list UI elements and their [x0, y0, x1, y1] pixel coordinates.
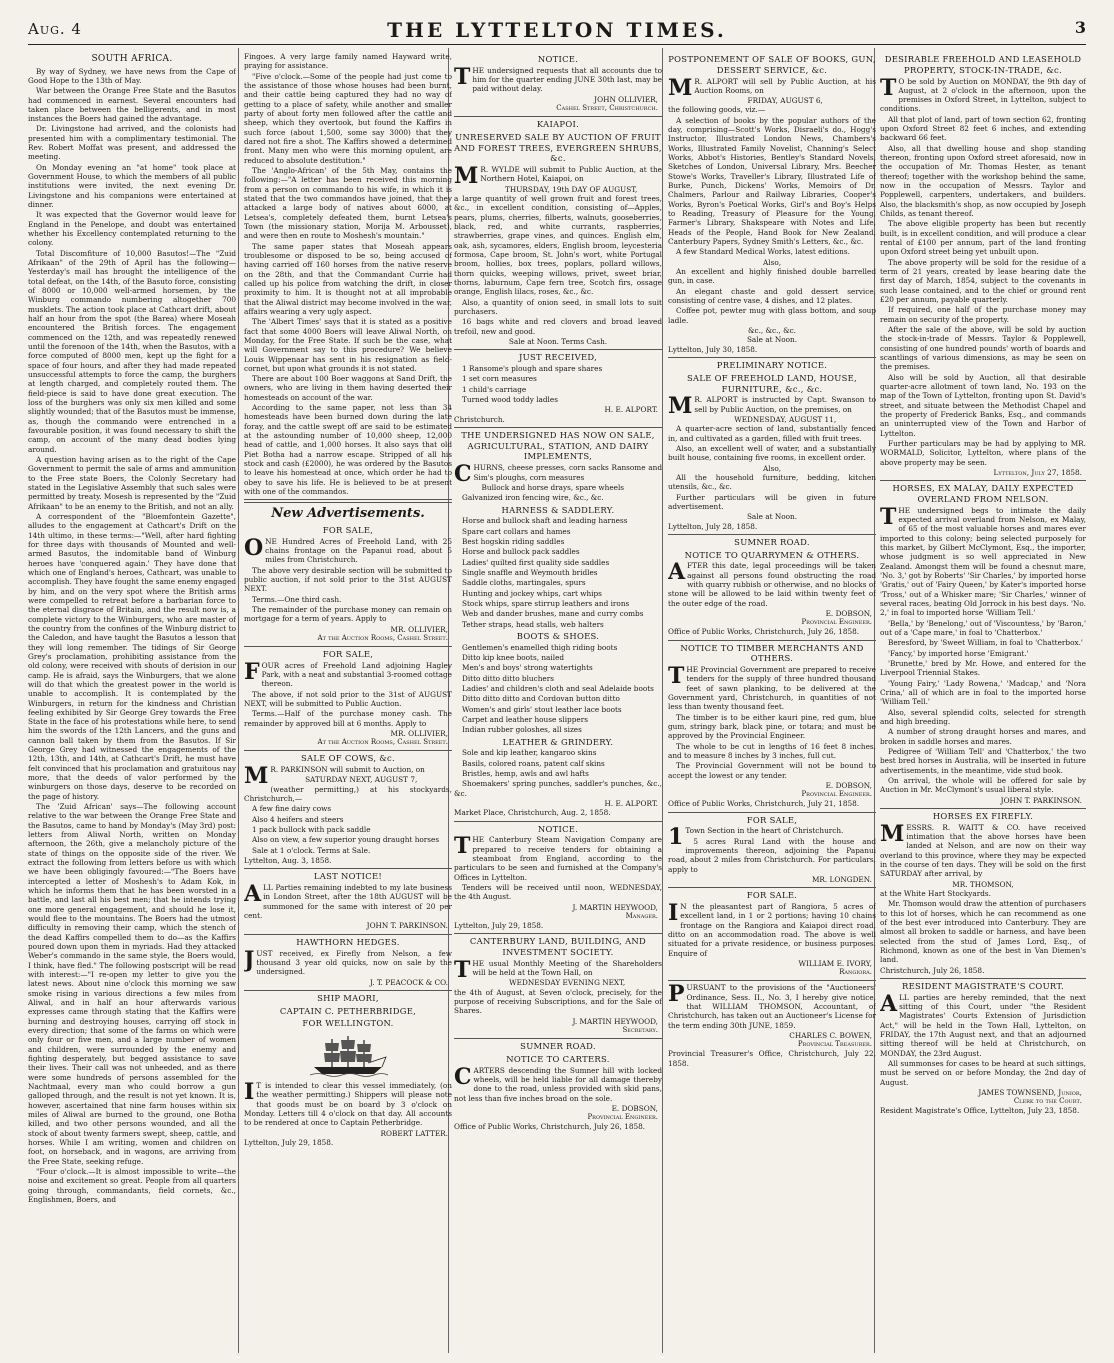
- ad-body: After the sale of the above, will be sold by auction the stock-in-trade of Messrs. Taylor & Popplewell, consisting of one hundred pounds' worth of boards and scantlings of various dimensions, as may be seen on the premises.: [880, 325, 1086, 372]
- ad-body: 'Fancy,' by imported horse 'Emigrant.': [888, 648, 1029, 658]
- ad-title: Provincial Engineer.: [801, 790, 872, 799]
- list-item: Galvanized iron fencing wire, &c., &c.: [462, 493, 604, 503]
- ad-body: T O be sold by Auction on MONDAY, the 9th day of August, at 2 o'clock in the afternoon, upon the premises in Oxford Street, in Lyttelton, subject to conditions.: [880, 74, 1086, 114]
- divider: [244, 934, 452, 935]
- ad-body: The Provincial Government will not be bound to accept the lowest or any tender.: [668, 761, 876, 780]
- divider: [454, 427, 662, 428]
- list-item: Ditto ditto ditto and Cordovan button ditto: [462, 694, 620, 704]
- ad-body: All summonses for cases to be heard at such sittings, must be served on or before Monday, the 2nd day of August.: [880, 1059, 1086, 1087]
- ad-signature: J. MARTIN HEYWOOD,: [572, 902, 658, 912]
- ad-signature: MR. OLLIVIER,: [390, 624, 448, 634]
- ad-body: M R. PARKINSON will submit to Auction, on: [244, 763, 425, 790]
- ad-subheading: BOOTS & SHOES.: [516, 630, 600, 641]
- ad-heading: KAIAPOI.: [536, 119, 580, 130]
- ad-heading: HAWTHORN HEDGES.: [296, 936, 400, 947]
- divider: [668, 980, 876, 981]
- ad-body: I N the pleasantest part of Rangiora, 5 acres of excellent land, in 1 or 2 portions; having 10 chains frontage on the Rangiora and Kaiapoi direct road, ditto on an accommodation road. The above is well situated for a private residence, or business purposes. Enquire of: [668, 900, 876, 958]
- article-paragraph: A question having arisen as to the right of the Cape Government to permit the sale of arms and ammunition to the Free state Boers, the Colonly Secretary had stated in the Legislative Assembly that such sales were permitted by treaty. Mosesh is represented by the "Zuid Afrikaan" to be an enemy to the British, and not an ally.: [28, 454, 236, 511]
- ad-title: Provincial Engineer.: [587, 1113, 658, 1122]
- ad-body: JUST received, ex Firefly from Nelson, a few thousand 3 year old quicks, now on sale by the undersigned.: [244, 946, 452, 977]
- ad-signature: CHARLES C. BOWEN,: [789, 1031, 872, 1041]
- list-item: 1 Ransome's plough and spare shares: [462, 364, 603, 373]
- ad-address: Cashel Street, Christchurch.: [556, 104, 658, 113]
- ad-body: AFTER this date, legal proceedings will be taken against all persons found obstructing the road with quarry rubbish or otherwise, and no blocks of stone will be allowed to be laid within twenty feet of the outer edge of the road.: [668, 559, 876, 608]
- ad-body: A quarter-acre section of land, substantially fenced in, and cultivated as a garden, filled with fruit trees.: [668, 424, 876, 443]
- divider: [668, 812, 876, 813]
- ad-body: THE undersigned requests that all accounts due to him for the quarter ending JUNE 30th last, may be paid without delay.: [454, 63, 662, 94]
- list-item: 1 set corn measures: [462, 374, 537, 384]
- drop-cap: T: [880, 503, 897, 530]
- ad-body: If required, one half of the purchase money may remain on security of the property.: [880, 305, 1086, 324]
- divider: [454, 116, 662, 117]
- ad-signature: MR. LONGDEN.: [811, 875, 872, 885]
- ad-subheading: NOTICE TO CARTERS.: [506, 1053, 610, 1064]
- ad-date: Lyttelton, July 30, 1858.: [668, 344, 758, 354]
- ad-body: ONE Hundred Acres of Freehold Land, with 25 chains frontage on the Papanui road, about 5 miles from Christchurch.: [244, 534, 452, 565]
- divider: [244, 750, 452, 751]
- ad-date: Resident Magistrate's Office, Lyttelton, July 23, 1858.: [880, 1106, 1080, 1116]
- ad-body: 16 bags white and red clovers and broad leaved trefoil, new and good.: [454, 317, 662, 336]
- ad-body: a large quantity of well grown fruit and forest trees, &c., in excellent condition, consisting of—Apples, pears, plums, cherries, filberts, walnuts, gooseberries, black, red, and white currants, raspberries, strawberries, grape vines, and quinces. English elm, oak, ash, sycamores, elders, English broom, leycesteria formosa, Cape broom, St. John's wort, white Portugal broom, hollies, box trees, poplars, pollard willows, thorn quicks, weeping willows, privet, sweet briar, thorns, laburnum, Cape fern tree, Scotch firs, ossage orange, English lilacs, roses, &c., &c.: [454, 194, 662, 297]
- ad-body: 1 Town Section in the heart of Christchurch.: [668, 824, 844, 851]
- ad-heading: NOTICE.: [537, 54, 579, 64]
- ad-signature: JOHN T. PARKINSON.: [1000, 795, 1082, 805]
- ad-heading: DESIRABLE FREEHOLD AND LEASEHOLD PROPERTY, STOCK-IN-TRADE, &c.: [884, 54, 1082, 75]
- ad-date: Christchurch, July 26, 1858.: [880, 965, 985, 975]
- column-rule: [238, 48, 239, 1353]
- list-item: Bullock and horse drays, spare wheels: [481, 482, 625, 492]
- divider: [244, 499, 452, 503]
- ad-body: Terms.—One third cash.: [252, 594, 342, 604]
- drop-cap: M: [244, 763, 269, 790]
- ad-body: Also, all that dwelling house and shop standing thereon, fronting upon Oxford street aforesaid, now in the occupation of Mr. Thomas Hester, as tenant thereof; together with the workshop behind the same, now in the occupation of Messrs. Taylor and Popplewell, carpenters, undertakers, and builders. Also, the blacksmith's shop, as now occupied by Joseph Childs, as tenant thereof.: [880, 143, 1086, 219]
- list-item: Turned wood toddy ladles: [462, 394, 558, 404]
- column-4: [668, 52, 876, 1353]
- ad-subheading: LEATHER & GRINDERY.: [502, 736, 614, 747]
- ad-heading: SALE OF COWS, &c.: [300, 753, 395, 764]
- article-paragraph: "Five o'clock.—Some of the people had just come to the assistance of those whose houses had been burnt, and their cattle being captured they had no way of getting to a place of safety, while another and smaller party of about forty men followed after the cattle and sheep, which they overtook, but found the Kaffirs in such force (about 1,500, some say 3000) that they dared not fire a shot. The Kaffirs showed a determined front. Many men who were this morning opulent, are reduced to absolute destitution.": [244, 71, 452, 165]
- ad-body: The above very desirable section will be submitted to public auction, if not sold prior to the 31st AUGUST NEXT.: [244, 565, 452, 594]
- ad-body: Further particulars may be had by applying to MR. WORMALD, Solicitor, Lyttelton, where plans of the above property may be seen.: [880, 438, 1086, 467]
- ad-signature: MR. THOMSON,: [952, 879, 1014, 889]
- ad-body: Also will be sold by Auction, all that desirable quarter-acre allotment of town land, No. 193 on the map of the Town of Lyttelton, fronting upon St. David's street, and situate between the Methodist Chapel and the property of Frederick Banks, Esq., and commands an uninterrupted view of the Town and Harbor of Lyttelton.: [880, 372, 1086, 438]
- ad-body: Also, several splendid colts, selected for strength and high breeding.: [880, 707, 1086, 726]
- ad-date: Office of Public Works, Christchurch, July 26, 1858.: [668, 627, 860, 637]
- divider: [880, 978, 1086, 979]
- ad-body: M R. WYLDE will submit to Public Auction, at the Northern Hotel, Kaiapoi, on: [454, 163, 662, 190]
- list-item: Web and dander brushes, mane and curry combs: [462, 609, 644, 619]
- ad-signature: JOHN OLLIVIER,: [594, 94, 658, 104]
- divider: [880, 480, 1086, 481]
- ad-heading: SUMNER ROAD.: [734, 536, 810, 547]
- divider: [244, 646, 452, 647]
- list-item: Ditto kip knee boots, nailed: [462, 652, 565, 662]
- ad-signature: J. MARTIN HEYWOOD,: [572, 1016, 658, 1026]
- ad-date: Lyttelton, July 27, 1858.: [993, 467, 1082, 477]
- issue-date: Aug. 4: [28, 20, 82, 38]
- ad-etc: &c., &c., &c.: [748, 326, 796, 336]
- article-paragraph: A correspondent of the "Bloemfontein Gazette", alludes to the engagement at Cathcart's Drift on the 14th ultimo, in these terms:—"Well, after hard fighting for three days with thousands of Mounted and well-armed Basutos, the indomitable band of Winburg heroes have 'conquered again.' They have done that which one of England's heroes, Cathcart, was unable to accomplish. They have fought the same enemy engaged by him, and on the very spot where the British arms were compelled to retreat before a barbarian force to the eternal disgrace of Britain, and the result now is, a complete victory to the Winburgers, who are master of the country from the confines of the Winburg district to the Caledon, and have taught the Basutos a lesson that they will long remember. The tidings of Sir George Grey's proclamation, prohibiting assistance from the old colony, were received with shouts of derision in our camp. He is afraid, says the Winburgers, that we alone will do that which the greatest power in the world is unable to accomplish. It is contemplated by the Winburgers, in return for the kindness and Christian feeling exhibited by Sir George Grey towards the Free State in the face of his protestations while here, to send him the swords of the 12th Lancers, and the guns and cannon ball taken by them from the Basutos. If Sir George Grey had witnessed the engagements of the 12th, 13th, and 14th, at Cathcart's Drift, he must have felt convinced that his proclamation and gratuitous nay more, that the deeds of valor performed by the winburgers on those days, deserve to be recorded on the page of history.: [28, 511, 236, 801]
- ad-body: Mr. Thomson would draw the attention of purchasers to this lot of horses, which he can recommend as one of the best ever introduced into Canterbury. They are almost all broken to saddle or harness, and have been selected from the stud of James Lord, Esq., of Richmond, known as one of the best in Van Diemen's land.: [880, 899, 1086, 965]
- ad-heading: FOR SALE,: [322, 649, 374, 660]
- ad-date: Lyttelton, July 29, 1858.: [454, 920, 544, 930]
- ad-date: Lyttelton, Aug. 3, 1858.: [244, 856, 332, 866]
- list-item: Ladies' quilted first quality side saddles: [462, 557, 610, 567]
- ad-body: PURSUANT to the provisions of the "Auctioneers' Ordinance, Sess. II., No. 3, I hereby give notice, that WILLIAM THOMSON, Accountant, of Christchurch, has taken out an Auctioneer's License for the term ending 30th JUNE, 1859.: [668, 981, 876, 1030]
- list-item: Carpet and leather house slippers: [462, 714, 588, 724]
- ad-body: 'Young Fairy,' 'Lady Rowena,' 'Madcap,' and 'Nora Crina,' all of which are in foal to the imported horse 'William Tell.': [880, 678, 1086, 707]
- drop-cap: M: [454, 163, 479, 190]
- list-item: Basils, colored roans, patent calf skins: [462, 758, 605, 768]
- ad-address: Christchurch.: [454, 414, 505, 424]
- ad-heading: NOTICE.: [537, 823, 579, 834]
- ad-date: Lyttelton, July 28, 1858.: [668, 521, 758, 531]
- divider: [454, 933, 662, 934]
- ad-body: Beresford, by 'Sweet William, in foal to 'Chatterbox.': [888, 638, 1083, 648]
- ad-body: Terms.—Half of the purchase money cash. The remainder by approved bill at 6 months. Apply to: [244, 709, 452, 728]
- ad-subheading: UNRESERVED SALE BY AUCTION OF FRUIT AND FOREST TREES, EVERGREEN SHRUBS, &c.: [454, 131, 662, 164]
- article-paragraph: Total Discomfiture of 10,000 Basutos!—The "Zuid Afrikaan" of the 29th of April has the following—Yesterday's mail has brought the intelligence of the total defeat, on the 14th, of the Basuto force, consisting of 8000 or 10,000 well-armed horsemen, by the Winburg commando numbering altogether 700 musklets. The action took place at Cathcart drift, about half an hour from the spot (the Barea) where Moseah encountered the British forces. The engagement commenced on the 12th, and was repeatedly renewed until the forenoon of the 14th, when the Basutos, with a force computed of 8000 men, kept up the fight for a space of four hours, and after they had made repeated unsuccessful attempts to force the camp, the burghers at length charged, and completely routed them. The field-piece is said to have done great execution. The loss of the burghers was only six men killed and some slightly wounded; that of the Basutos must be immense, as, though the commando were entrenched in a favourable position, it was found necessary to shift the camp, on account of the many dead bodies lying around.: [28, 248, 236, 454]
- ad-address: at the White Hart Stockyards.: [880, 889, 991, 898]
- article-paragraph: Fingoes. A very large family named Hayward write, praying for assistance.: [244, 52, 452, 71]
- divider: [454, 821, 662, 822]
- list-item: Sole and kip leather, kangaroo skins: [462, 748, 597, 758]
- ad-heading: LAST NOTICE!: [313, 871, 383, 882]
- list-item: Indian rubber goloshes, all sizes: [462, 725, 582, 735]
- list-item: Sale at 1 o'clock. Terms at Sale.: [252, 845, 371, 855]
- ad-also: Also,: [762, 463, 782, 473]
- ad-body: On arrival, the whole will be offered for sale by Auction in Mr. McClymont's usual liberal style.: [880, 775, 1086, 795]
- column-5: [880, 52, 1086, 1353]
- ad-title: Clerk to the Court.: [1013, 1097, 1082, 1106]
- drop-cap: 1: [668, 824, 684, 851]
- ad-title: Provincial Treasurer.: [797, 1040, 872, 1049]
- article-paragraph: According to the same paper, not less than 34 homesteads have been burned down during the late foray, and the cattle swept off are said to be estimated at the astounding number of 10,000 sheep, 12,000 head of cattle, and 1,000 horses. It also says that old Piet Botha had a narrow escape. Stripped of all his stock and cash (£2000), he was ordered by the Basutos to leave his homestead at once, which order he had to obey to save his life. He is believed to be at present with one of the commandos.: [244, 403, 452, 497]
- ad-signature: JOHN T. PARKINSON.: [366, 921, 448, 931]
- drop-cap: A: [244, 881, 262, 908]
- ad-signature: E. DOBSON,: [611, 1103, 658, 1113]
- ad-body: Tenders will be received until noon, WEDNESDAY, the 4th August.: [454, 883, 662, 902]
- drop-cap: M: [880, 820, 905, 847]
- ad-body: 5 acres Rural Land with the house and improvements thereon, adjoining the Papanui road, about 2 miles from Christchurch. For particulars, apply to: [668, 836, 876, 874]
- ad-signature: J. T. PEACOCK & CO.: [369, 977, 448, 987]
- divider: [668, 640, 876, 641]
- ad-subheading: HARNESS & SADDLERY.: [501, 504, 615, 515]
- list-item: A few fine dairy cows: [252, 804, 332, 814]
- ad-signature: JAMES TOWNSEND, Junior,: [978, 1087, 1082, 1097]
- list-item: Spare cart collars and hames: [462, 526, 571, 536]
- ad-date: Office of Public Works, Christchurch, July 26, 1858.: [454, 1122, 646, 1132]
- ad-body: The remainder of the purchase money can remain on mortgage for a term of years. Apply to: [244, 605, 452, 624]
- ad-signature: MR. OLLIVIER,: [390, 729, 448, 739]
- ad-subheading: SALE OF FREEHOLD LAND, HOUSE, FURNITURE, &c., &c.: [686, 372, 858, 394]
- section-heading-new-advertisements: New Advertisements.: [271, 506, 425, 522]
- ad-body: Further particulars will be given in future advertisement.: [668, 492, 876, 511]
- masthead: [28, 14, 1086, 45]
- ad-address: Rangiora.: [839, 968, 872, 977]
- divider: [454, 349, 662, 350]
- ad-subheading: CAPTAIN C. PETHERBRIDGE,: [279, 1005, 417, 1016]
- ad-terms: Sale at Noon.: [746, 335, 798, 345]
- list-item: 1 child's carriage: [462, 384, 527, 394]
- ad-body: THE Provincial Government are prepared to receive tenders for the supply of three hundred thousand feet of sawn planking, to be delivered at the Government yard, Christchurch, in quantities of not less than twenty thousand feet.: [668, 663, 876, 712]
- ad-body: M R. ALPORT will sell by Public Auction, at his Auction Rooms, on: [668, 74, 876, 101]
- ad-signature: ROBERT LATTER.: [380, 1128, 448, 1138]
- ad-body: The whole to be cut in lengths of 16 feet 8 inches, and to measure 8 inches by 3 inches, full cut.: [668, 741, 876, 761]
- ad-body: A few Standard Medical Works, latest editions.: [676, 247, 850, 257]
- ad-heading: NOTICE TO TIMBER MERCHANTS AND OTHERS.: [680, 642, 864, 664]
- ad-heading: CANTERBURY LAND, BUILDING, AND INVESTMENT SOCIETY.: [469, 936, 647, 958]
- drop-cap: M: [668, 393, 693, 420]
- drop-cap: T: [668, 663, 685, 690]
- list-item: Women's and girls' stout leather lace boots: [462, 704, 622, 714]
- list-item: Tether straps, head stalls, web halters: [462, 619, 604, 629]
- ad-title: Secretary.: [622, 1026, 658, 1035]
- ad-body: All the household furniture, bedding, kitchen utensils, &c., &c.: [668, 472, 876, 492]
- article-paragraph: The same paper states that Moseah appears troublesome or disposed to be so, being accused of having carried off 160 horses from the native reserve on the 28th, and that the Commandant Currie had called up his police from watching the drift, in closer proximity to him. It is thought not at all improbable that the Aliwal district may become involved in the war, affairs wearing a very ugly aspect.: [244, 241, 452, 316]
- ad-body: An elegant chaste and gold dessert service, consisting of centre vase, 4 dishes, and 12 plates.: [668, 286, 876, 306]
- column-2: [244, 52, 452, 1353]
- ad-date: Lyttelton, July 29, 1858.: [244, 1138, 334, 1148]
- ad-date: SATURDAY NEXT, AUGUST 7,: [305, 775, 418, 785]
- ad-date: FRIDAY, AUGUST 6,: [747, 96, 823, 106]
- ad-address: At the Auction Rooms, Cashel Street.: [317, 634, 448, 643]
- drop-cap: T: [454, 833, 471, 860]
- ad-body: MESSRS. R. WAITT & CO. have received intimation that the above horses have been landed at Nelson, and are now on their way overland to this province, where they may be expected in the course of ten days. They will be sold on the first SATURDAY after arrival, by: [880, 820, 1086, 879]
- drop-cap: T: [454, 956, 471, 983]
- divider: [668, 357, 876, 358]
- divider: [880, 808, 1086, 809]
- list-item: Men's and boys' strong watertights: [462, 663, 593, 673]
- ad-date: WEDNESDAY, AUGUST 11,: [734, 414, 837, 424]
- ad-date: THURSDAY, 19th DAY OF AUGUST,: [505, 184, 638, 194]
- list-item: Shoemakers' spring punches, saddler's punches, &c., &c.: [454, 779, 662, 798]
- column-rule: [662, 48, 663, 1353]
- divider: [668, 534, 876, 535]
- article-paragraph: "Four o'clock.—It is almost impossible to write—the noise and excitement so great. People from all quarters going through, commandants, field cornets, &c., Englishmen, Boers, and: [28, 1166, 236, 1204]
- ad-subheading: FOR WELLINGTON.: [302, 1018, 394, 1029]
- ad-body: THE usual Monthly Meeting of the Shareholders will be held at the Town Hall, on: [454, 956, 662, 983]
- ad-body: The above, if not sold prior to the 31st of AUGUST NEXT, will be submitted to Public Auction.: [244, 689, 452, 709]
- list-item: Ladies' and children's cloth and seal Adelaide boots: [462, 683, 654, 693]
- ad-body: M R. ALPORT is instructed by Capt. Swanson to sell by Public Auction, on the premises, on: [668, 393, 876, 420]
- list-item: Hunting and jockey whips, cart whips: [462, 588, 602, 598]
- drop-cap: P: [668, 981, 685, 1008]
- ad-body: 'Brunette,' bred by Mr. Howe, and entered for the Liverpool Triennial Stakes.: [880, 659, 1086, 678]
- drop-cap: C: [454, 1063, 472, 1090]
- ad-body: An excellent and highly finished double barrelled gun, in case.: [668, 267, 876, 286]
- ad-body: A selection of books by the popular authors of the day, comprising—Scott's Works, Disraeli's do., Hogg's Instructor, Illustrated London News, Chambers's Works, Illustrated Family Novelist, Channing's Select Works, Abbot's Histories, Bentley's Standard Novels, Sketches of London, Universal Library, Mrs. Beecher Stowe's Works, Traveller's Library, Illustrated Life of Burke, Punch, Dickens' Works, Memoirs of Dr. Chalmers, Parlour and Railway Libraries, Cooper's Works, Byron's Poetical Works, Girl's and Boy's Helps to Reading, Treasury of Pleasure for the Young, Farmer's Library, Shakspeare with Notes and Life, Heads of the People, Hand Book for New Zealand, Canterbury Papers, Sydney Smith's Letters, &c., &c.: [668, 115, 876, 247]
- ad-title: Provincial Engineer.: [801, 618, 872, 627]
- ad-heading: THE UNDERSIGNED HAS NOW ON SALE, AGRICULTURAL, STATION, AND DAIRY IMPLEMENTS,: [461, 429, 655, 462]
- drop-cap: I: [668, 900, 679, 927]
- ad-terms: Sale at Noon.: [746, 512, 798, 522]
- list-item: Also 4 heifers and steers: [252, 814, 344, 824]
- drop-cap: J: [244, 946, 255, 973]
- divider: [454, 1038, 662, 1039]
- article-heading: SOUTH AFRICA.: [91, 54, 173, 64]
- ad-body: CHURNS, cheese presses, corn sacks Ransome and Sim's ploughs, corn measures: [454, 461, 662, 488]
- ad-body: THE Canterbury Steam Navigation Company are prepared to receive tenders for obtaining a steamboat from England, according to the particulars to be seen and furnished at the Company's Offices in Lyttelton.: [454, 833, 662, 882]
- list-item: Single snaffle and Weymouth bridles: [462, 567, 598, 577]
- ad-body: the 4th of August, at Seven o'clock, precisely, for the purpose of receiving Subscriptions, and for the Sale of Shares.: [454, 987, 662, 1016]
- ad-signature: H. E. ALPORT.: [604, 798, 658, 808]
- list-item: Saddle cloths, martingales, spurs: [462, 578, 586, 588]
- drop-cap: I: [244, 1079, 255, 1106]
- list-item: 1 pack bullock with pack saddle: [252, 825, 371, 835]
- ad-signature: E. DOBSON,: [825, 609, 872, 618]
- ad-heading: FOR SALE,: [746, 814, 798, 825]
- list-item: Horse and bullock pack saddles: [462, 547, 580, 557]
- ad-heading: PRELIMINARY NOTICE.: [716, 360, 828, 371]
- ad-body: (weather permitting,) at his stockyards, Christchurch,—: [244, 784, 452, 804]
- ad-heading: JUST RECEIVED,: [518, 352, 598, 363]
- article-paragraph: There are about 100 Boer waggons at Sand Drift, the owners, who are living in them having deserted their homesteads on account of the war.: [244, 374, 452, 402]
- ad-signature: H. E. ALPORT.: [604, 405, 658, 415]
- ad-body: Coffee pot, pewter mug with glass bottom, and soup ladle.: [668, 306, 876, 325]
- drop-cap: A: [880, 990, 898, 1017]
- ad-terms: Sale at Noon. Terms Cash.: [508, 336, 608, 346]
- list-item: Best hogskin riding saddles: [462, 536, 565, 546]
- ad-body: A number of strong draught horses and mares, and broken in saddle horses and mares.: [880, 727, 1086, 746]
- ad-heading: FOR SALE.: [746, 890, 798, 901]
- ad-body: The above eligible property has been but recently built, is in excellent condition, and will produce a clear rental of £100 per annum, part of the land fronting upon Oxford street being yet unbuilt upon.: [880, 219, 1086, 257]
- ad-body: 'Bella,' by 'Benelong,' out of 'Viscountess,' by 'Baron,' out of a 'Cape mare,' in foal to 'Chatterbox.': [880, 618, 1086, 638]
- article-paragraph: The 'Albert Times' says that it is stated as a positive fact that some 4000 Boers will leave Aliwal North, on Monday, for the Free State. If such be the case, what will Government say to this procedure? We believe Louis Wippenaar has sent in his resignation as field-cornet, but upon what grounds it is not stated.: [244, 317, 452, 373]
- ad-heading: POSTPONEMENT OF SALE OF BOOKS, GUN, DESSERT SERVICE, &c.: [668, 54, 876, 75]
- article-paragraph: On Monday evening an "at home" took place at Government House, to which the members of all public institutions were invited, the next evening Dr. Livingstone and his companions were entertained at dinner.: [28, 162, 236, 210]
- ad-subheading: NOTICE TO QUARRYMEN & OTHERS.: [684, 549, 860, 560]
- ad-heading: SHIP MAORI,: [317, 992, 379, 1003]
- ad-body: FOUR acres of Freehold Land adjoining Hagley Park, with a neat and substantial 3-roomed cottage thereon.: [244, 658, 452, 689]
- divider: [244, 990, 452, 991]
- ad-date: Provincial Treasurer's Office, Christchurch, July 22, 1858.: [668, 1049, 876, 1068]
- divider: [668, 887, 876, 888]
- ad-address: At the Auction Rooms, Cashel Street.: [317, 738, 448, 747]
- ad-body: The timber is to be either kauri pine, red gum, blue gum, stringy bark, black pine, or totara; and must be approved by the Provincial Engineer.: [668, 712, 876, 741]
- divider: [244, 868, 452, 869]
- ad-date: Office of Public Works, Christchurch, July 21, 1858.: [668, 799, 860, 809]
- ad-date: Market Place, Christchurch, Aug. 2, 1858.: [454, 808, 611, 818]
- drop-cap: O: [244, 534, 264, 561]
- ad-body: the following goods, viz.—: [668, 105, 766, 115]
- drop-cap: F: [244, 658, 260, 685]
- ad-body: Pedigree of 'William Tell' and 'Chatterbox,' the two best bred horses in Australia, will be inserted in future advertisements, in the meantime, vide stud book.: [880, 746, 1086, 775]
- article-paragraph: Dr. Livingstone had arrived, and the colonists had presented him with a complimentary testimonial. The Rev. Robert Moffat was present, and addressed the meeting.: [28, 124, 236, 162]
- ad-heading: HORSES EX FIREFLY.: [932, 810, 1034, 821]
- ad-body: Also, a quantity of onion seed, in small lots to suit purchasers.: [454, 297, 662, 316]
- ad-body: ALL parties are hereby reminded, that the next sitting of this Court, under "the Resident Magistrates' Courts Extension of Jurisdiction Act," will be held in the Town Hall, Lyttelton, on FRIDAY, the 17th August next, and that an adjourned sitting thereof will be held at Christchurch, on MONDAY, the 23rd August.: [880, 990, 1086, 1058]
- ad-heading: HORSES, EX MALAY, DAILY EXPECTED OVERLAND FROM NELSON.: [892, 483, 1074, 505]
- column-1: [28, 52, 236, 1353]
- list-item: Ditto ditto ditto bluchers: [462, 673, 554, 683]
- ad-body: THE undersigned begs to intimate the daily expected arrival overland from Nelson, ex Malay, of 65 of the most valuable horses and mares ever imported to this colony; being selected purposely for this market, by Gilbert McClymont, Esq., the importer, whose judgment is so well appreciated in New Zealand. Amongst them will be found a chesnut mare, 'No. 3,' got by Roberts' 'Sir Charles,' by imported horse 'Gratis,' out of 'Fairy Queen,' by Kater's imported horse 'Tross,' out of a Whisker mare; 'Sir Charles,' winner of several races, beating Old Jorrock in his best days. 'No. 2,' in foal to imported horse 'William Tell.': [880, 503, 1086, 618]
- ad-heading: FOR SALE,: [322, 525, 374, 536]
- ad-body: All that plot of land, part of town section 62, fronting upon Oxford Street 82 feet 6 inches, and extending backward 66 feet.: [880, 114, 1086, 143]
- article-paragraph: By way of Sydney, we have news from the Cape of Good Hope to the 13th of May.: [28, 66, 236, 85]
- ad-title: Manager.: [625, 912, 658, 921]
- drop-cap: C: [454, 461, 472, 488]
- sailing-ship-icon: [308, 1033, 388, 1077]
- ad-body: The above property will be sold for the residue of a term of 21 years, created by lease bearing date the first day of March, 1854, subject to the covenants in such lease contained, and to the chief or ground rent £20 per annum, payable quarterly.: [880, 257, 1086, 305]
- ad-body: I T is intended to clear this vessel immediately, (on the weather permitting.) Shippers will please note that goods must be on board by 3 o'clock on Monday. Letters till 4 o'clock on that day. All accounts to be rendered at once to Captain Petherbridge.: [244, 1079, 452, 1128]
- ad-body: CARTERS descending the Sumner hill with locked wheels, will be held liable for all damage thereby done to the road, unless provided with skid pans, not less than five inches broad on the sole.: [454, 1063, 662, 1103]
- list-item: Gentlemen's enamelled thigh riding boots: [462, 642, 618, 652]
- ad-date: WEDNESDAY EVENING NEXT,: [509, 978, 626, 988]
- ad-body: Also, an excellent well of water, and a substantially built house, containing five rooms, in excellent order.: [668, 443, 876, 463]
- ad-signature: E. DOBSON,: [825, 781, 872, 791]
- list-item: Horse and bullock shaft and leading harness: [462, 516, 628, 526]
- ad-body: ALL Parties remaining indebted to my late business in London Street, after the 18th AUGUST will be summoned for the same with interest of 20 per cent.: [244, 881, 452, 921]
- ad-signature: WILLIAM E. IVORY,: [798, 959, 872, 969]
- list-item: Also on view, a few superior young draught horses: [252, 835, 440, 845]
- drop-cap: A: [668, 559, 686, 586]
- column-3: [454, 52, 662, 1353]
- ad-also: Also,: [762, 257, 782, 267]
- article-paragraph: It was expected that the Governor would leave for England in the Penelope, and doubt was entertained whether his Excellency contemplated returning to the colony.: [28, 210, 236, 248]
- list-item: Stock whips, spare stirrup leathers and irons: [462, 598, 630, 608]
- drop-cap: T: [454, 63, 471, 90]
- list-item: Bristles, hemp, awls and awl hafts: [462, 769, 589, 778]
- drop-cap: T: [880, 74, 897, 101]
- ad-heading: RESIDENT MAGISTRATE'S COURT.: [901, 980, 1065, 991]
- article-paragraph: The 'Zuid African' says—The following account relative to the war between the Orange Free State and the Basutos, came to hand by Monday's (May 3rd) post: letters from Aliwal North, written on Monday afternoon, the 26th, give a melancholy picture of the state of things on the opposite side of the river. We extract the following from letters before us with which we have been obligingly favoured:—"The Boers have intercepted a letter of Moshesh's to Adam Kok, in which he informs them that he has been worsted in a battle, and last all his best men; that he intends trying one more general engagement, and should he lose it, would flee to the mountains. The Boers had the utmost difficulty in removing their camp, which the stench of the dead Kaffirs compelled them to do—as the Kaffirs poured down upon them in myriads. Had they attacked Weber's commando in the same style, the Boers would, I think, have fled." The following postscript will be read with interest:—"I re-open my letter to give you the latest news. About nine o'clock this morning we saw smoke rising in various directions a few miles from Aliwal, and in half an hour afterwards various expresses came through stating that the Kaffirs were burning and destroying houses, carrying off stock in every direction; that some of the farms on which were only four or five men, and a large number of women and children, were surrounded by the enemy and fighting desperately, but begged assistance to save their lives. Their call was not unheeded, and as there were some hundreds of persons assembled for the Nachtmaal, every man who could borrow a gun galloped through, and the result is not yet known. It is, however, ascertained that nine farm houses within six miles of Aliwal are burned to the ground, one Botha killed, and two other persons wounded, and all the stock of about twenty farmers swept, sheep, cattle, and horses. While I am writing, women and children on foot, on horseback, and in wagons, are arriving from the Free State, seeking refuge.: [28, 802, 236, 1166]
- article-paragraph: The 'Anglo-African' of the 5th May, contains the following:—"A letter has been received this morning from a person on commando to his wife, in which it is stated that the two commandos have joined, that they attacked a large body of natives about 6000, at Letsea's, completely defeated them, burnt Letsea's Town (the missionary station, Morija M. Arbousset), and were then en route to Moshesh's mountain.": [244, 165, 452, 241]
- drop-cap: M: [668, 74, 693, 101]
- page-number: 3: [1074, 18, 1086, 37]
- article-paragraph: War between the Orange Free State and the Basutos had commenced in earnest. Several encounters had taken place between the belligerents, and in most instances the Boers had gained the advantage.: [28, 86, 236, 124]
- newspaper-title: THE LYTTELTON TIMES.: [387, 18, 727, 42]
- ad-heading: SUMNER ROAD.: [520, 1041, 596, 1052]
